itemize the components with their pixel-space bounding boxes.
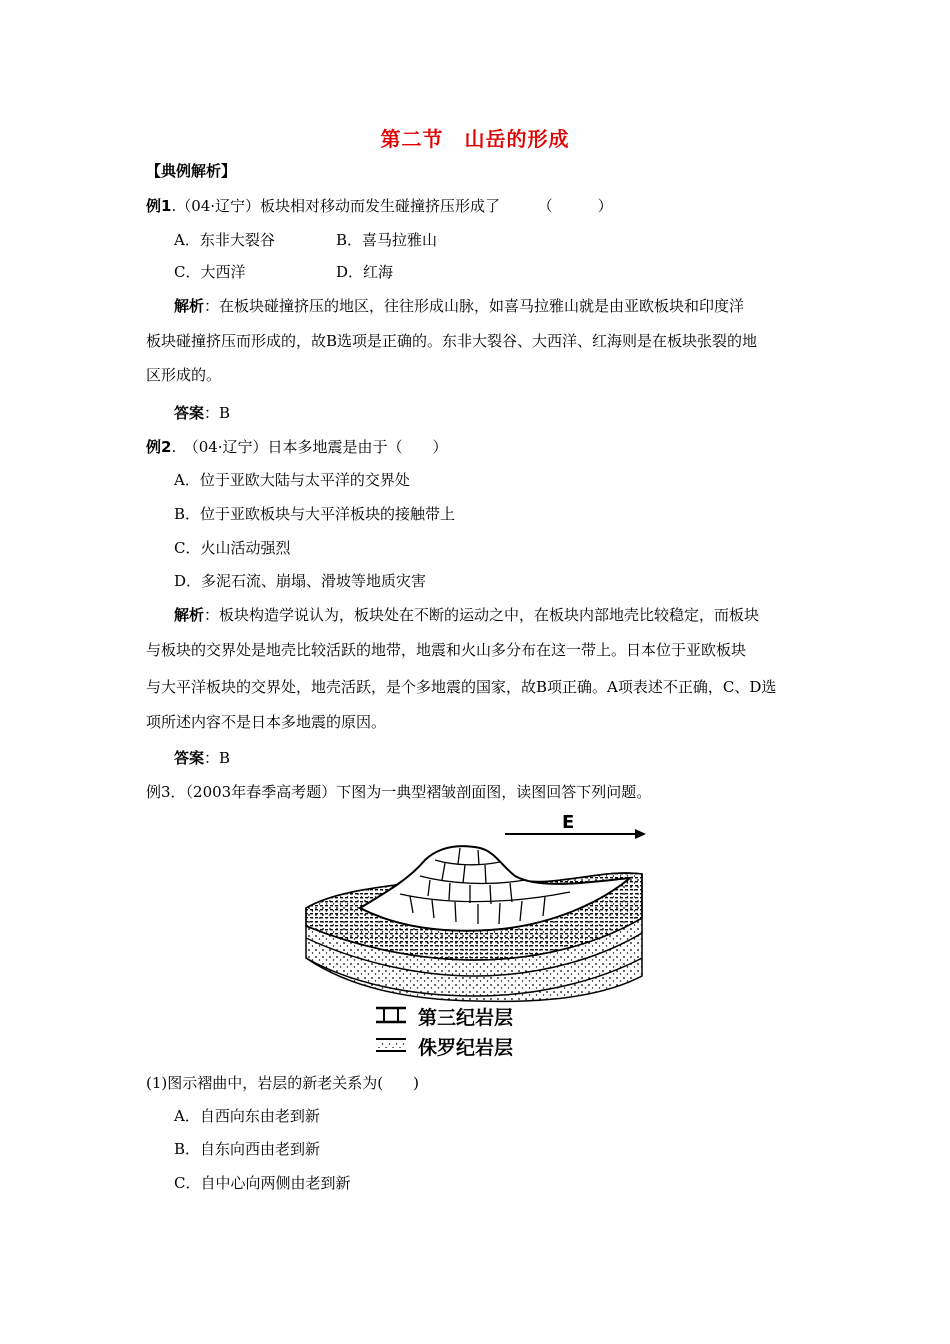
example-3-question-1: (1)图示褶曲中，岩层的新老关系为( ) <box>146 1074 419 1092</box>
section-header: 【典例解析】 <box>146 162 237 180</box>
example-1-option-b: B．喜马拉雅山 <box>336 231 438 249</box>
direction-label: E <box>562 812 575 833</box>
example-2-answer: 答案：B <box>174 749 231 767</box>
example-1-analysis-line-3: 区形成的。 <box>146 366 222 384</box>
example-1-analysis-label: 解析 <box>174 297 205 315</box>
example-2-analysis-line-3: 与大平洋板块的交界处，地壳活跃，是个多地震的国家，故B项正确。A项表述不正确，C、D选 <box>146 678 777 696</box>
example-1-answer: 答案：B <box>174 404 231 422</box>
example-1-option-d: D．红海 <box>336 263 394 281</box>
example-2-label: 例2 <box>146 438 172 456</box>
example-2-analysis-label: 解析 <box>174 606 205 624</box>
example-1-label: 例1 <box>146 197 172 215</box>
page-title: 第二节 山岳的形成 <box>380 127 570 151</box>
example-1-option-a: A．东非大裂谷 <box>174 231 275 249</box>
example-2-analysis-line-4: 项所述内容不是日本多地震的原因。 <box>146 713 387 731</box>
example-2-analysis-line-2: 与板块的交界处是地壳比较活跃的地带，地震和火山多分布在这一带上。日本位于亚欧板块 <box>146 641 747 659</box>
figure-legend <box>376 1006 513 1059</box>
example-2-option-b: B．位于亚欧板块与大平洋板块的接触带上 <box>174 505 456 523</box>
example-3-option-b: B．自东向西由老到新 <box>174 1140 321 1158</box>
example-2-option-a: A．位于亚欧大陆与太平洋的交界处 <box>174 471 410 489</box>
example-2-stem <box>146 437 448 457</box>
example-1-text: .（04·辽宁）板块相对移动而发生碰撞挤压形成了 （ ） <box>171 197 613 215</box>
example-3-stem: 例3．（2003年春季高考题）下图为一典型褶皱剖面图，读图回答下列问题。 <box>146 783 652 801</box>
east-direction-arrow <box>505 812 646 839</box>
legend-tertiary-label: 第三纪岩层 <box>418 1007 514 1029</box>
jurassic-legend-symbol-icon <box>376 1039 406 1051</box>
tertiary-legend-symbol-icon <box>376 1008 406 1022</box>
example-1-stem <box>146 196 613 216</box>
example-2-option-d: D．多泥石流、崩塌、滑坡等地质灾害 <box>174 572 427 590</box>
example-2-analysis-line-1: 解析：板块构造学说认为，板块处在不断的运动之中，在板块内部地壳比较稳定，而板块 <box>174 606 760 624</box>
example-2-text: . （04·辽宁）日本多地震是由于（ ） <box>171 438 448 456</box>
example-1-analysis-line-1: 解析：在板块碰撞挤压的地区，往往形成山脉，如喜马拉雅山就是由亚欧板块和印度洋 <box>174 297 745 315</box>
example-3-option-a: A．自西向东由老到新 <box>174 1107 320 1125</box>
example-2-answer-label: 答案 <box>174 749 205 767</box>
example-1-answer-label: 答案 <box>174 404 205 422</box>
example-2-option-c: C．火山活动强烈 <box>174 539 291 557</box>
example-1-analysis-line-2: 板块碰撞挤压而形成的，故B选项是正确的。东非大裂谷、大西洋、红海则是在板块张裂的地 <box>146 332 758 350</box>
legend-jurassic-label: 侏罗纪岩层 <box>418 1037 514 1059</box>
example-1-option-c: C．大西洋 <box>174 263 246 281</box>
example-3-option-c: C．自中心向两侧由老到新 <box>174 1174 351 1192</box>
fold-cross-section-figure <box>300 808 650 1068</box>
